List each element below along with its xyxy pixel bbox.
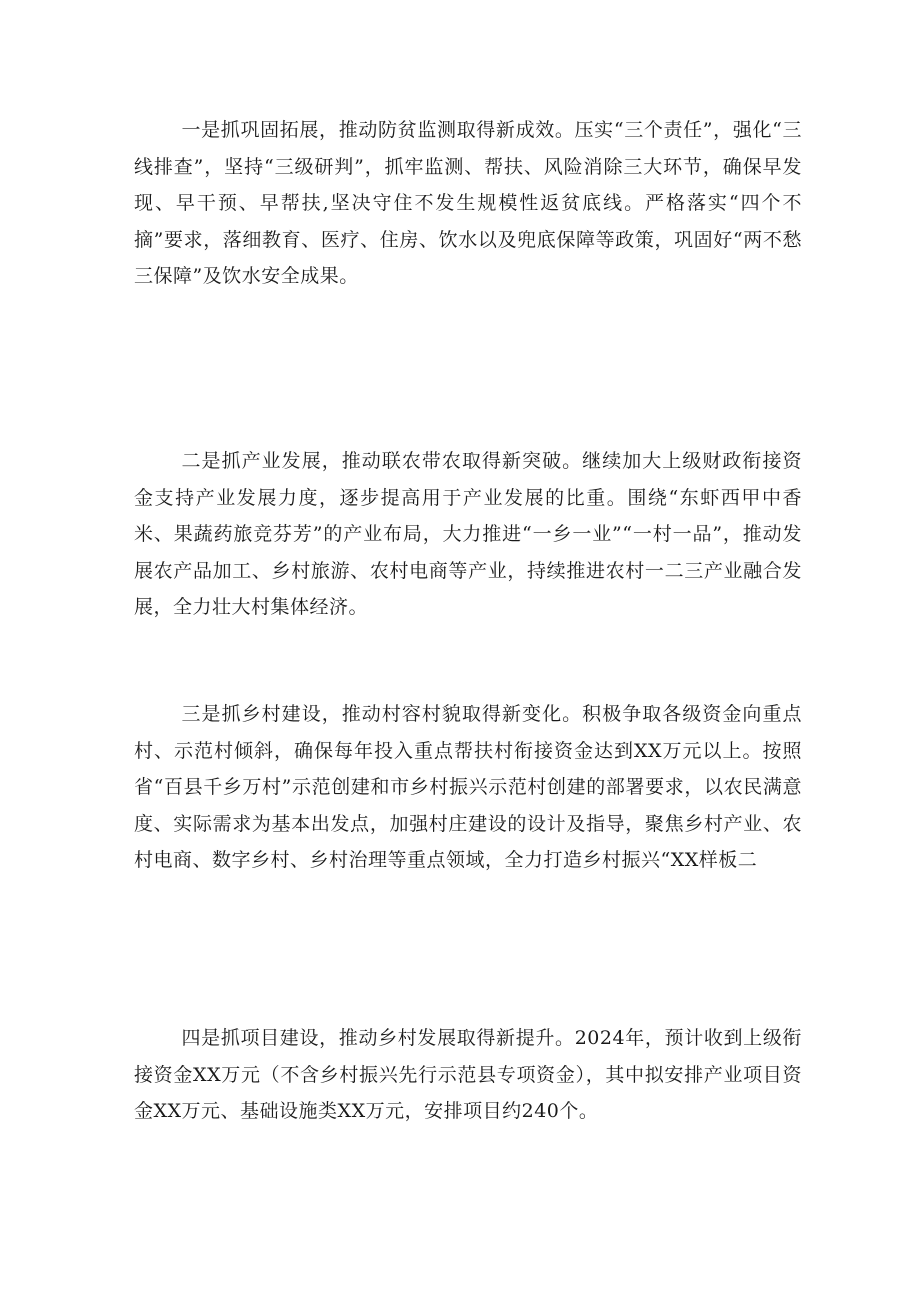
paragraph-industry: 二是抓产业发展，推动联农带农取得新突破。继续加大上级财政衔接资金支持产业发展力度，逐步提高用于产业发展的比重。围绕“东虾西甲中香米、果蔬药旅竞芬芳”的产业布局，大力推进“一乡一业”“一村一品”，推动发展农产品加工、乡村旅游、农村电商等产业，持续推进农村一二三产业融合发展，全力壮大村集体经济。 (134, 450, 802, 618)
paragraph-consolidation: 一是抓巩固拓展，推动防贫监测取得新成效。压实“三个责任”，强化“三线排查”，坚持“三级研判”，抓牢监测、帮扶、风险消除三大环节，确保早发现、早干预、早帮扶,坚决守住不发生规模性返贫底线。严格落实“四个不摘”要求，落细教育、医疗、住房、饮水以及兜底保障等政策，巩固好“两不愁三保障”及饮水安全成果。 (134, 119, 802, 287)
paragraph-projects: 四是抓项目建设，推动乡村发展取得新提升。2024年，预计收到上级衔接资金XX万元（不含乡村振兴先行示范县专项资金），其中拟安排产业项目资金XX万元、基础设施类XX万元，安排项目约240个。 (134, 1027, 802, 1122)
paragraph-rural-construction: 三是抓乡村建设，推动村容村貌取得新变化。积极争取各级资金向重点村、示范村倾斜，确保每年投入重点帮扶村衔接资金达到XX万元以上。按照省“百县千乡万村”示范创建和市乡村振兴示范村创建的部署要求，以农民满意度、实际需求为基本出发点，加强村庄建设的设计及指导，聚焦乡村产业、农村电商、数字乡村、乡村治理等重点领域，全力打造乡村振兴“XX样板二 (134, 703, 802, 871)
